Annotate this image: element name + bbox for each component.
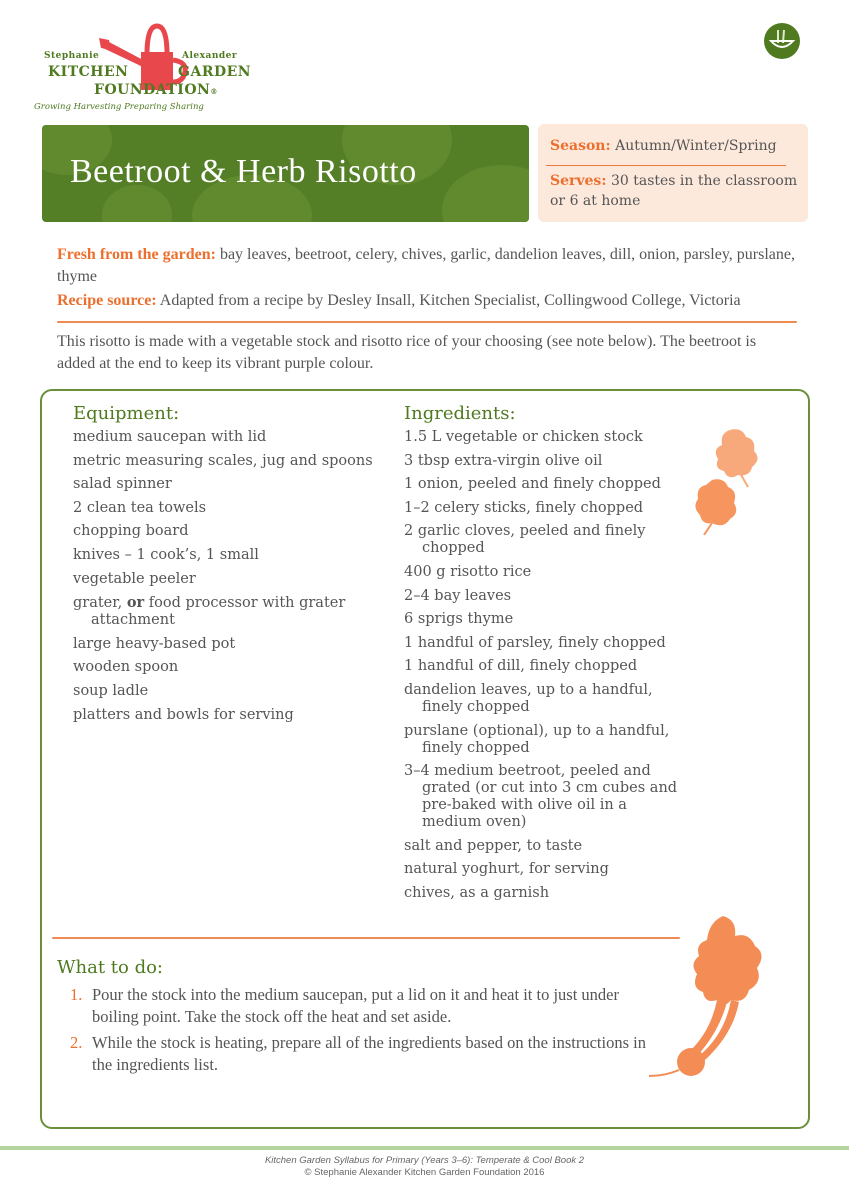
list-item xyxy=(73,594,383,629)
list-item: large heavy-based pot xyxy=(73,635,236,652)
fresh-value: bay leaves, beetroot, celery, chives, garlic, dandelion leaves, dill, onion, parsley, purslane, thyme xyxy=(57,246,795,285)
logo-garden: GARDEN xyxy=(178,64,252,80)
list-item: 1 handful of parsley, finely chopped xyxy=(404,634,666,651)
method-divider xyxy=(52,937,680,939)
fresh-from-garden xyxy=(57,244,797,288)
list-item: 1–2 celery sticks, finely chopped xyxy=(404,499,644,516)
logo-foundation-text: FOUNDATION xyxy=(94,82,211,98)
title-banner xyxy=(42,125,529,222)
list-item: 2 garlic cloves, peeled and finely chopped xyxy=(404,523,646,557)
herb-leaves-icon xyxy=(690,425,770,535)
list-item: 2–4 bay leaves xyxy=(404,587,512,604)
method-section xyxy=(57,957,657,1080)
list-item: 6 sprigs thyme xyxy=(404,611,514,628)
step-text: Pour the stock into the medium saucepan, put a lid on it and heat it to just under boiling point. Take the stock off the heat and set aside. xyxy=(92,985,619,1026)
season-value: Autumn/Winter/Spring xyxy=(615,138,777,154)
ingredients-list xyxy=(404,429,694,902)
logo-stephanie: Stephanie xyxy=(44,51,100,61)
serves-value: 30 tastes in the classroom or 6 at home xyxy=(550,173,798,209)
method-steps xyxy=(57,984,657,1076)
list-item: purslane (optional), up to a handful, finely chopped xyxy=(404,722,670,756)
grater-pre: grater, xyxy=(73,595,127,612)
list-item: 400 g risotto rice xyxy=(404,563,532,580)
list-item: 1.5 L vegetable or chicken stock xyxy=(404,429,643,445)
step-number: 1. xyxy=(70,985,83,1004)
list-item: chopping board xyxy=(73,523,189,540)
list-item: knives – 1 cook’s, 1 small xyxy=(73,546,259,563)
footer-divider xyxy=(0,1146,849,1150)
season-row xyxy=(550,136,777,156)
beetroot-icon xyxy=(645,910,775,1085)
fresh-label: Fresh from the garden: xyxy=(57,246,216,263)
list-item: 2 clean tea towels xyxy=(73,499,207,516)
list-item: chives, as a garnish xyxy=(404,884,550,901)
method-step xyxy=(57,984,657,1028)
ingredients-section xyxy=(404,403,694,909)
method-heading: What to do: xyxy=(57,957,163,978)
method-step xyxy=(57,1032,657,1076)
equipment-heading: Equipment: xyxy=(73,403,180,424)
page-title: Beetroot & Herb Risotto xyxy=(70,153,417,190)
source-label: Recipe source: xyxy=(57,292,157,309)
intro-text: This risotto is made with a vegetable stock and risotto rice of your choosing (see note below). The beetroot is added at the end to keep its vibrant purple colour. xyxy=(57,333,757,372)
list-item: dandelion leaves, up to a handful, finely chopped xyxy=(404,681,653,715)
list-item: wooden spoon xyxy=(73,659,179,676)
step-number: 2. xyxy=(70,1033,83,1052)
info-box xyxy=(538,124,808,222)
equipment-list xyxy=(73,429,383,724)
list-item: soup ladle xyxy=(73,682,149,699)
footer-copyright: © Stephanie Alexander Kitchen Garden Foundation 2016 xyxy=(304,1167,545,1178)
page-footer xyxy=(0,1155,849,1179)
info-divider xyxy=(546,165,786,166)
serves-label: Serves: xyxy=(550,173,607,189)
logo-tagline: Growing Harvesting Preparing Sharing xyxy=(34,102,204,112)
list-item: 3–4 medium beetroot, peeled and grated (or cut into 3 cm cubes and pre-baked with olive oil in a medium oven) xyxy=(404,763,678,831)
list-item: medium saucepan with lid xyxy=(73,429,267,445)
section-divider xyxy=(57,321,797,323)
foundation-logo xyxy=(30,18,270,118)
list-item: salt and pepper, to taste xyxy=(404,837,583,854)
list-item: 1 onion, peeled and finely chopped xyxy=(404,476,661,493)
list-item: platters and bowls for serving xyxy=(73,706,294,723)
source-value: Adapted from a recipe by Desley Insall, Kitchen Specialist, Collingwood College, Victoria xyxy=(159,292,741,309)
equipment-section xyxy=(73,403,383,730)
recipe-source xyxy=(57,290,817,312)
list-item: 1 handful of dill, finely chopped xyxy=(404,658,638,675)
logo-alexander: Alexander xyxy=(182,51,238,61)
cooking-bowl-icon xyxy=(764,23,800,59)
grater-post: food processor with grater attachment xyxy=(91,595,346,629)
serves-row xyxy=(550,171,800,211)
list-item: metric measuring scales, jug and spoons xyxy=(73,452,373,469)
ingredients-heading: Ingredients: xyxy=(404,403,516,424)
logo-kitchen: KITCHEN xyxy=(48,64,129,80)
list-item: 3 tbsp extra-virgin olive oil xyxy=(404,452,603,469)
step-text: While the stock is heating, prepare all of the ingredients based on the instructions in the ingredients list. xyxy=(92,1033,646,1074)
list-item: vegetable peeler xyxy=(73,570,196,587)
list-item: salad spinner xyxy=(73,476,172,493)
logo-registered: ® xyxy=(210,87,218,96)
footer-book-title: Kitchen Garden Syllabus for Primary (Years 3–6): Temperate & Cool Book 2 xyxy=(264,1155,585,1166)
logo-foundation xyxy=(94,82,218,98)
list-item: natural yoghurt, for serving xyxy=(404,861,609,878)
grater-or: or xyxy=(126,594,145,612)
season-label: Season: xyxy=(550,138,611,154)
